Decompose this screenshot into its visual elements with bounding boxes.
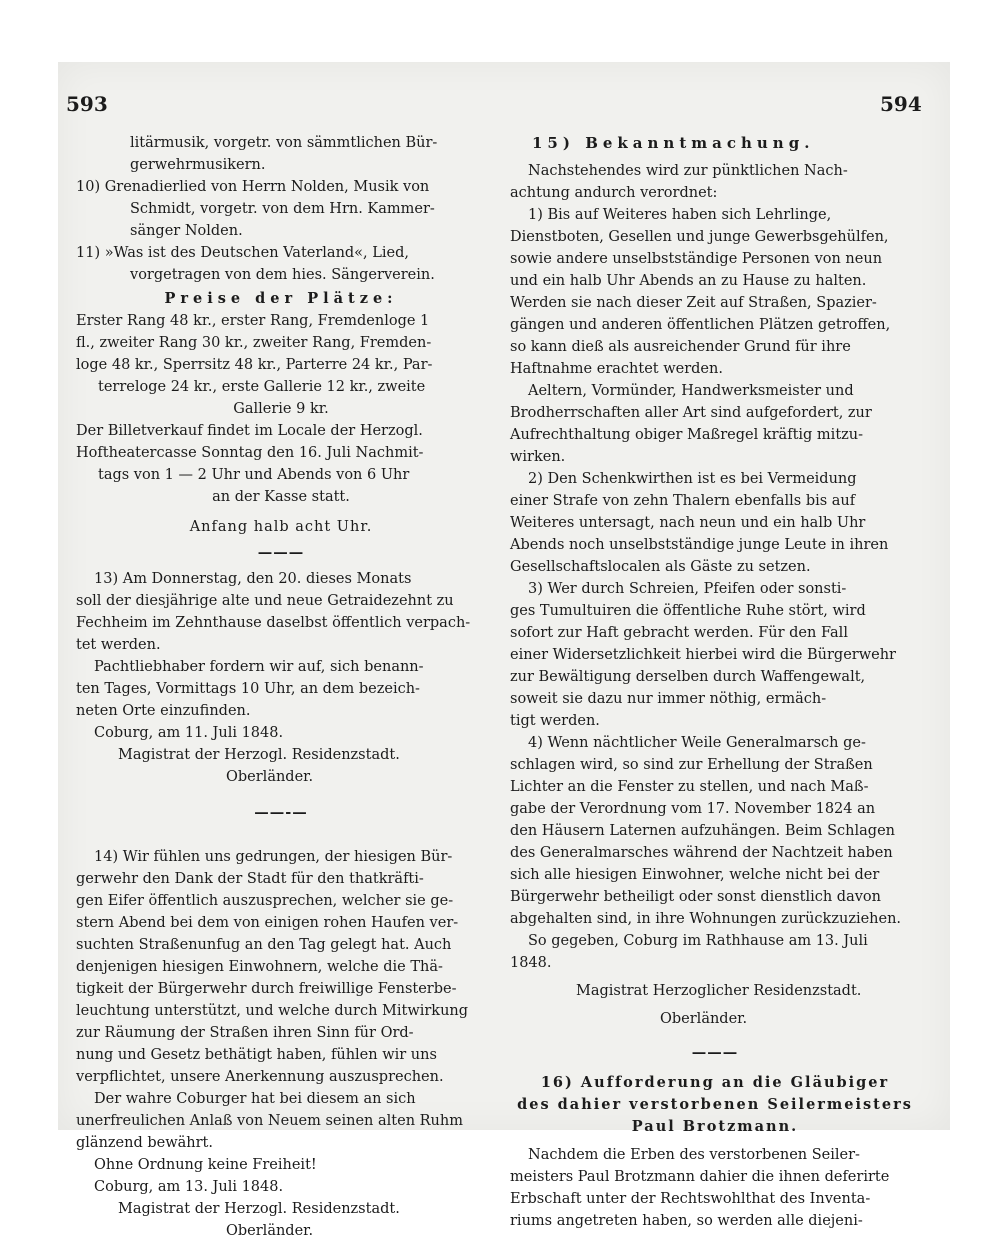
dateline: So gegeben, Coburg im Rathhause am 13. Juli: [528, 933, 868, 949]
text-line: wirken.: [510, 449, 566, 465]
text-line: Pachtliebhaber fordern wir auf, sich benann-: [94, 659, 424, 675]
start-time: Anfang halb acht Uhr.: [189, 519, 373, 535]
notice-14: [76, 846, 486, 1242]
text-line: verpflichtet, unsere Anerkennung auszusprechen.: [76, 1069, 444, 1085]
text-line: zur Bewältigung derselben durch Waffengewalt,: [510, 669, 866, 685]
text-line: den Häusern Laternen aufzuhängen. Beim Schlagen: [510, 823, 896, 839]
signature-authority: Magistrat der Herzogl. Residenzstadt.: [118, 1201, 400, 1217]
text-line: Der wahre Coburger hat bei diesem an sich: [94, 1091, 416, 1107]
page-number-right: 594: [880, 92, 922, 116]
text-line: vorgetragen von dem hies. Sängerverein.: [130, 267, 435, 283]
notice-15-clause-2: [510, 468, 920, 578]
text-line: einer Widersetzlichkeit hierbei wird die Bürgerwehr: [510, 647, 896, 663]
notice-15-heading: 15) Bekanntmachung.: [532, 134, 815, 152]
text-line: Bürgerwehr betheiligt oder sonst dienstlich davon: [510, 889, 881, 905]
notice-15-clause-1: [510, 204, 920, 468]
text-line: ges Tumultuiren die öffentliche Ruhe stört, wird: [510, 603, 866, 619]
heading-line: Paul Brotzmann.: [631, 1118, 799, 1135]
text-line: schlagen wird, so sind zur Erhellung der Straßen: [510, 757, 873, 773]
text-line: gabe der Verordnung vom 17. November 1824 an: [510, 801, 876, 817]
text-line: 4) Wenn nächtlicher Weile Generalmarsch ge-: [528, 735, 866, 751]
text-line: terreloge 24 kr., erste Gallerie 12 kr., zweite: [98, 379, 426, 395]
signature-name: Oberländer.: [226, 769, 314, 785]
text-line: Fechheim im Zehnthause daselbst öffentlich verpach-: [76, 615, 471, 631]
text-line: 14) Wir fühlen uns gedrungen, der hiesigen Bür-: [94, 849, 453, 865]
prices-heading: Preise der Plätze:: [164, 290, 398, 307]
text-line: Dienstboten, Gesellen und junge Gewerbsgehülfen,: [510, 229, 889, 245]
text-line: fl., zweiter Rang 30 kr., zweiter Rang, Fremden-: [76, 335, 432, 351]
right-column: [510, 132, 920, 1232]
notice-15-clause-4: [510, 732, 920, 1030]
text-line: Nachdem die Erben des verstorbenen Seiler-: [528, 1147, 860, 1163]
text-line: soweit sie dazu nur immer nöthig, ermäch-: [510, 691, 827, 707]
text-line: 13) Am Donnerstag, den 20. dieses Monats: [94, 571, 412, 587]
heading-line: des dahier verstorbenen Seilermeisters: [517, 1096, 913, 1113]
text-line: einer Strafe von zehn Thalern ebenfalls bis auf: [510, 493, 856, 509]
text-line: sänger Nolden.: [130, 223, 243, 239]
text-line: 11) »Was ist des Deutschen Vaterland«, Lied,: [76, 245, 410, 261]
text-line: gängen und anderen öffentlichen Plätzen getroffen,: [510, 317, 891, 333]
text-line: Gesellschaftslocalen als Gäste zu setzen.: [510, 559, 811, 575]
text-line: Lichter an die Fenster zu stellen, und nach Maß-: [510, 779, 869, 795]
separator: ———: [257, 544, 305, 561]
text-line: glänzend bewährt.: [76, 1135, 213, 1151]
text-line: suchten Straßenunfug an den Tag gelegt hat. Auch: [76, 937, 452, 953]
text-line: Der Billetverkauf findet im Locale der Herzogl.: [76, 423, 423, 439]
text-line: meisters Paul Brotzmann dahier die ihnen deferirte: [510, 1169, 890, 1185]
text-line: tags von 1 — 2 Uhr und Abends von 6 Uhr: [98, 467, 410, 483]
text-line: an der Kasse statt.: [212, 489, 350, 505]
text-line: des Generalmarsches während der Nachtzeit haben: [510, 845, 893, 861]
text-line: sowie andere unselbstständige Personen von neun: [510, 251, 883, 267]
text-line: litärmusik, vorgetr. von sämmtlichen Bür-: [130, 135, 438, 151]
text-line: Haftnahme erachtet werden.: [510, 361, 723, 377]
text-line: nung und Gesetz bethätigt haben, fühlen wir uns: [76, 1047, 437, 1063]
dateline: Coburg, am 13. Juli 1848.: [94, 1179, 284, 1195]
text-line: leuchtung unterstützt, und welche durch Mitwirkung: [76, 1003, 469, 1019]
text-line: loge 48 kr., Sperrsitz 48 kr., Parterre 24 kr., Par-: [76, 357, 433, 373]
text-line: Brodherrschaften aller Art sind aufgefordert, zur: [510, 405, 872, 421]
text-line: 1) Bis auf Weiteres haben sich Lehrlinge,: [528, 207, 832, 223]
text-line: Erbschaft unter der Rechtswohlthat des Inventa-: [510, 1191, 871, 1207]
text-line: 1848.: [510, 955, 552, 971]
page-number-left: 593: [66, 92, 108, 116]
signature-authority: Magistrat der Herzogl. Residenzstadt.: [118, 747, 400, 763]
text-line: 2) Den Schenkwirthen ist es bei Vermeidung: [528, 471, 857, 487]
program-item-9-cont: [76, 132, 486, 176]
text-line: Aeltern, Vormünder, Handwerksmeister und: [528, 383, 854, 399]
notice-15-intro: [510, 160, 920, 204]
notice-13: [76, 568, 486, 788]
signature-name: Oberländer.: [660, 1011, 748, 1027]
signature-name: Oberländer.: [226, 1223, 314, 1239]
text-line: Erster Rang 48 kr., erster Rang, Fremdenloge 1: [76, 313, 430, 329]
text-line: neten Orte einzufinden.: [76, 703, 251, 719]
text-line: soll der diesjährige alte und neue Getraidezehnt zu: [76, 593, 454, 609]
prices-paragraph: [76, 310, 486, 420]
text-line: gerwehrmusikern.: [130, 157, 266, 173]
notice-15-clause-3: [510, 578, 920, 732]
text-line: gerwehr den Dank der Stadt für den thatkräfti-: [76, 871, 424, 887]
text-line: 3) Wer durch Schreien, Pfeifen oder sonsti-: [528, 581, 847, 597]
text-line: unerfreulichen Anlaß von Neuem seinen alten Ruhm: [76, 1113, 463, 1129]
text-line: Gallerie 9 kr.: [233, 401, 329, 417]
separator: ———: [691, 1044, 739, 1061]
text-line: stern Abend bei dem von einigen rohen Haufen ver-: [76, 915, 459, 931]
signature-authority: Magistrat Herzoglicher Residenzstadt.: [576, 983, 862, 999]
text-line: und ein halb Uhr Abends an zu Hause zu halten.: [510, 273, 867, 289]
text-line: sich alle hiesigen Einwohner, welche nicht bei der: [510, 867, 880, 883]
motto: Ohne Ordnung keine Freiheit!: [94, 1157, 317, 1173]
text-line: zur Räumung der Straßen ihren Sinn für Ord-: [76, 1025, 414, 1041]
text-line: so kann dieß als ausreichender Grund für ihre: [510, 339, 851, 355]
separator: ——-—: [254, 804, 308, 821]
text-line: denjenigen hiesigen Einwohnern, welche die Thä-: [76, 959, 443, 975]
text-line: sofort zur Haft gebracht werden. Für den Fall: [510, 625, 848, 641]
ticket-sale-paragraph: [76, 420, 486, 508]
text-line: Hoftheatercasse Sonntag den 16. Juli Nachmit-: [76, 445, 424, 461]
text-line: riums angetreten haben, so werden alle diejeni-: [510, 1213, 863, 1229]
text-line: Schmidt, vorgetr. von dem Hrn. Kammer-: [130, 201, 435, 217]
text-line: tet werden.: [76, 637, 161, 653]
text-line: tigkeit der Bürgerwehr durch freiwillige Fensterbe-: [76, 981, 457, 997]
text-line: 10) Grenadierlied von Herrn Nolden, Musik von: [76, 179, 430, 195]
text-line: Nachstehendes wird zur pünktlichen Nach-: [528, 163, 848, 179]
heading-line: 16) Aufforderung an die Gläubiger: [540, 1074, 890, 1091]
text-line: Abends noch unselbstständige junge Leute in ihren: [510, 537, 889, 553]
notice-16-heading: [510, 1072, 920, 1138]
text-line: gen Eifer öffentlich auszusprechen, welcher sie ge-: [76, 893, 454, 909]
text-line: ten Tages, Vormittags 10 Uhr, an dem bezeich-: [76, 681, 420, 697]
text-line: Weiteres untersagt, nach neun und ein halb Uhr: [510, 515, 866, 531]
text-line: tigt werden.: [510, 713, 600, 729]
program-item-10: [76, 176, 486, 242]
text-line: abgehalten sind, in ihre Wohnungen zurückzuziehen.: [510, 911, 902, 927]
text-line: Aufrechthaltung obiger Maßregel kräftig mitzu-: [510, 427, 864, 443]
notice-16-body: [510, 1144, 920, 1232]
text-line: achtung andurch verordnet:: [510, 185, 718, 201]
text-line: Werden sie nach dieser Zeit auf Straßen, Spazier-: [510, 295, 877, 311]
dateline: Coburg, am 11. Juli 1848.: [94, 725, 284, 741]
left-column: [76, 132, 486, 1242]
program-item-11: [76, 242, 486, 286]
